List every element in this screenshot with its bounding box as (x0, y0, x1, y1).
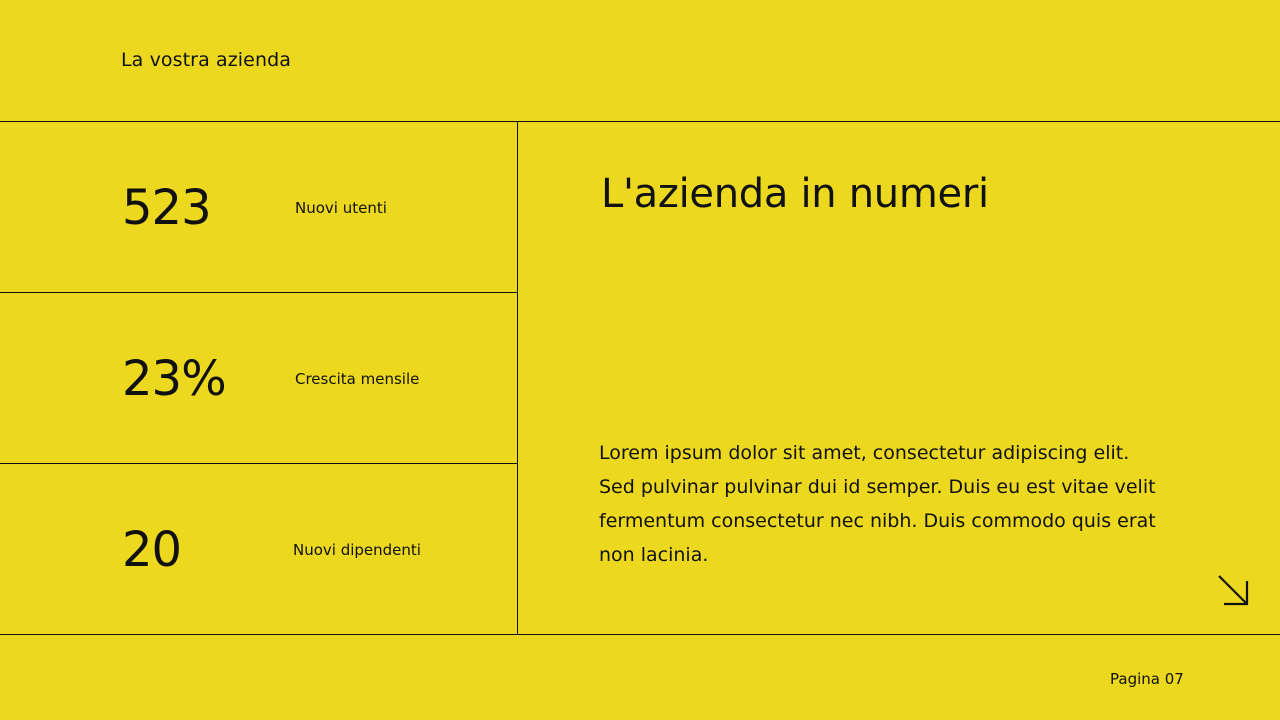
header-title: La vostra azienda (121, 49, 292, 71)
stat-label: Nuovi dipendenti (293, 541, 421, 559)
stat-label: Crescita mensile (295, 370, 420, 388)
stat-value: 523 (122, 180, 211, 236)
stat-divider-1 (0, 292, 517, 293)
bottom-divider (0, 634, 1280, 635)
body-text: Lorem ipsum dolor sit amet, consectetur adipiscing elit. Sed pulvinar pulvinar dui id semper. Duis eu est vitae velit fermentum consectetur nec nibh. Duis commodo quis erat non lacinia. (599, 442, 1156, 566)
stat-value: 20 (122, 522, 182, 578)
column-divider (517, 121, 518, 635)
stat-value: 23% (122, 351, 226, 407)
stat-label: Nuovi utenti (295, 199, 387, 217)
top-divider (0, 121, 1280, 122)
page-title: L'azienda in numeri (601, 171, 989, 217)
arrow-down-right-icon (1215, 572, 1251, 608)
stat-divider-2 (0, 463, 517, 464)
page-number: Pagina 07 (1110, 670, 1184, 688)
